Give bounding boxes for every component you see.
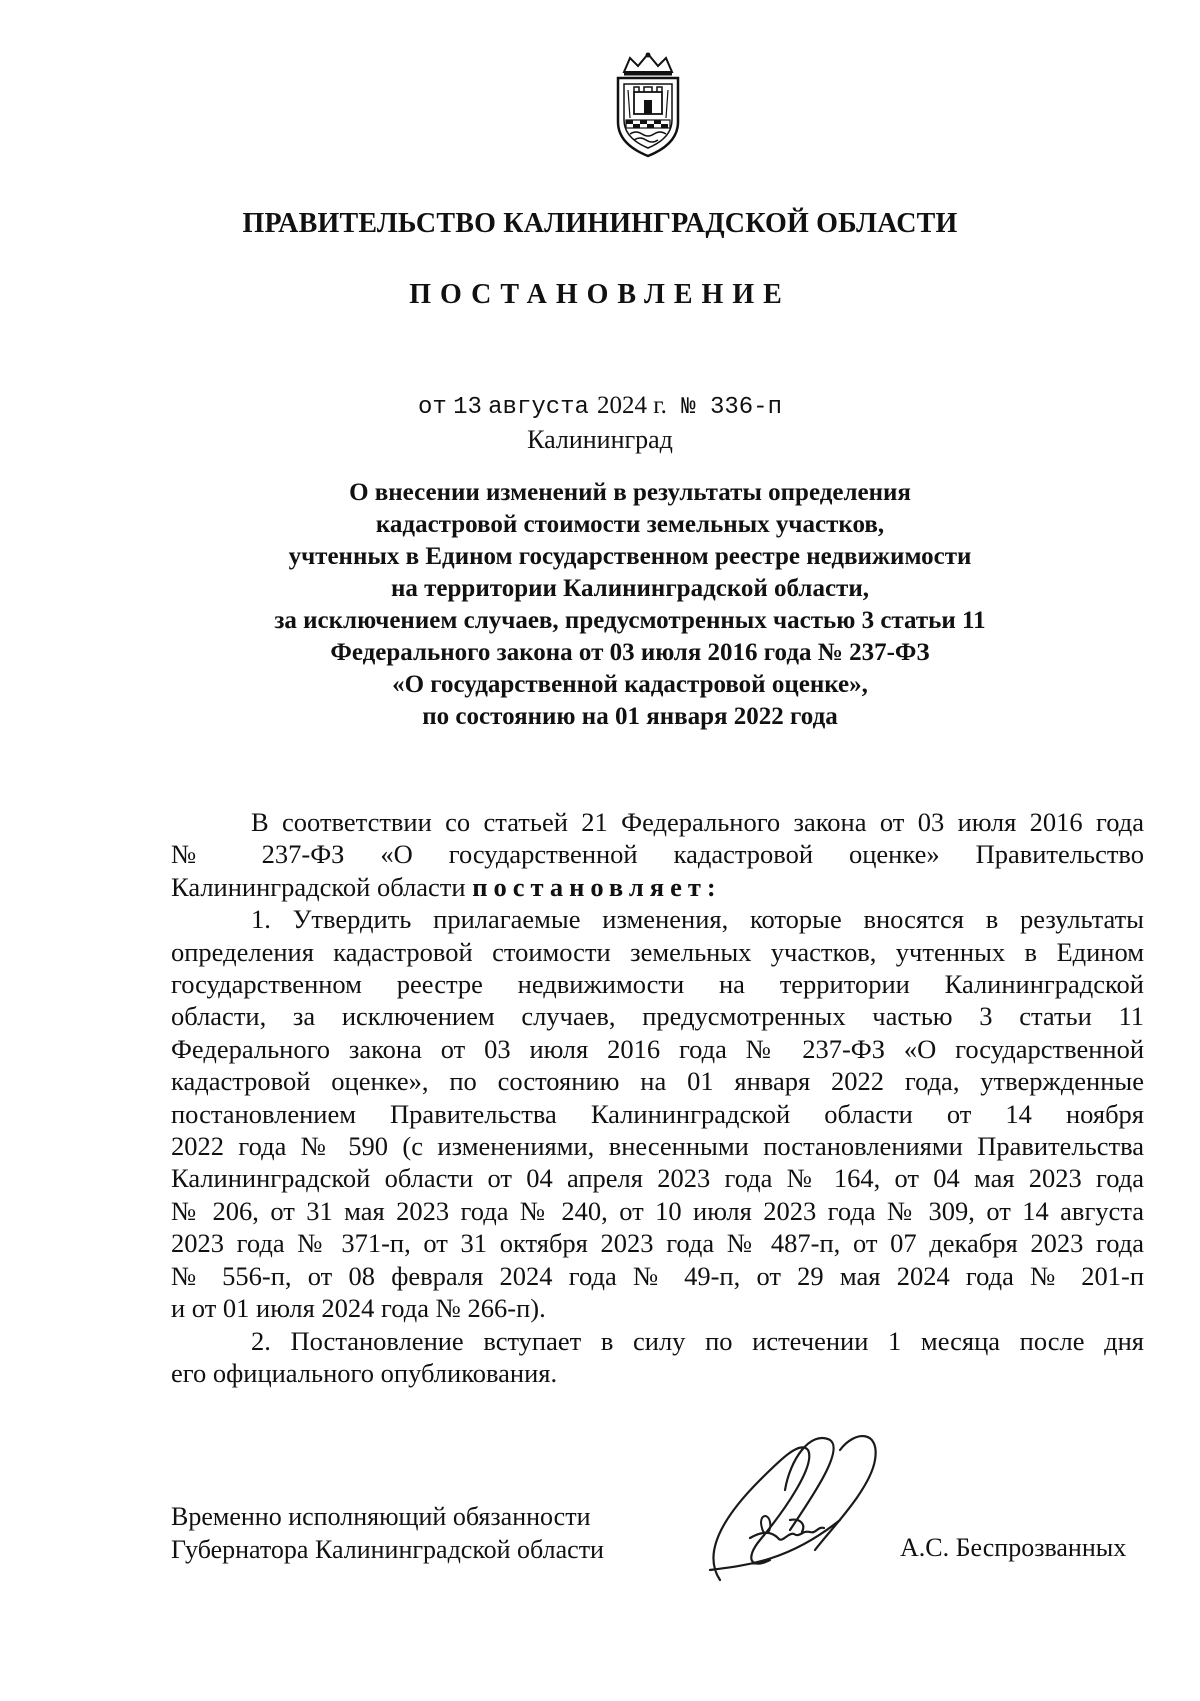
document-number: № 336-п: [681, 394, 782, 421]
subject-line: по состоянию на 01 января 2022 года: [422, 703, 838, 730]
signer-name: А.С. Беспрозванных: [900, 1533, 1127, 1562]
handwritten-signature-icon: [690, 1420, 940, 1595]
item1-line: № 556-п, от 08 февраля 2024 года № 49-п, от 29 мая 2024 года № 201-п: [171, 1260, 1144, 1291]
signer-position-line: Губернатора Калининградской области: [171, 1535, 604, 1564]
subject-line: за исключением случаев, предусмотренных частью 3 статьи 11: [274, 607, 986, 634]
item1-line: 1. Утвердить прилагаемые изменения, которые вносятся в результаты: [251, 904, 1144, 935]
item2-line: его официального опубликования.: [171, 1357, 558, 1388]
subject-line: О внесении изменений в результаты определения: [349, 479, 911, 506]
document-type-title: ПОСТАНОВЛЕНИЕ: [409, 279, 791, 310]
item1-line: области, за исключением случаев, предусмотренных частью 3 статьи 11: [171, 1001, 1144, 1032]
decision-word: постановляет:: [472, 871, 722, 902]
preamble-line: В соответствии со статьей 21 Федерального закона от 03 июля 2016 года: [251, 807, 1144, 837]
kaliningrad-coat-of-arms-icon: [610, 52, 686, 158]
preamble-line: [171, 871, 1144, 903]
item1-line: государственном реестре недвижимости на территории Калининградской: [171, 969, 1144, 1000]
date-prefix: от: [418, 394, 447, 421]
item1-line: Калининградской области от 04 апреля 2023 года № 164, от 04 мая 2023 года: [171, 1163, 1144, 1194]
item1-line: и от 01 июля 2024 года № 266-п).: [171, 1293, 546, 1324]
subject-line: на территории Калининградской области,: [391, 575, 869, 602]
item1-line: определения кадастровой стоимости земельных участков, учтенных в Едином: [171, 936, 1144, 967]
signer-position-line: Временно исполняющий обязанности: [171, 1502, 591, 1531]
signer-position: [171, 1500, 604, 1566]
subject-line: «О государственной кадастровой оценке»,: [392, 671, 868, 698]
item1-line: постановлением Правительства Калининградской области от 14 ноября: [171, 1098, 1144, 1129]
document-body: [171, 806, 1144, 1389]
subject-line: учтенных в Едином государственном реестре недвижимости: [288, 543, 972, 570]
document-subject: [200, 477, 1060, 733]
preamble-line-text: Калининградской области: [171, 871, 466, 902]
item2-line: 2. Постановление вступает в силу по истечении 1 месяца после дня: [251, 1325, 1144, 1356]
item1-line: 2022 года № 590 (с изменениями, внесенными постановлениями Правительства: [171, 1131, 1144, 1162]
preamble-line: № 237-ФЗ «О государственной кадастровой оценке» Правительство: [171, 839, 1144, 870]
date-month: августа: [488, 394, 589, 421]
date-year: 2024 г.: [596, 392, 667, 419]
document-date-number: [0, 392, 1200, 421]
item1-line: Федерального закона от 03 июля 2016 года № 237-ФЗ «О государственной: [171, 1033, 1144, 1064]
item1-line: № 206, от 31 мая 2023 года № 240, от 10 июля 2023 года № 309, от 14 августа: [171, 1195, 1144, 1226]
date-day: 13: [453, 394, 482, 421]
subject-line: Федерального закона от 03 июля 2016 года № 237-ФЗ: [330, 639, 930, 666]
document-city: Калининград: [527, 425, 673, 454]
government-title: ПРАВИТЕЛЬСТВО КАЛИНИНГРАДСКОЙ ОБЛАСТИ: [242, 208, 958, 239]
item1-line: кадастровой оценке», по состоянию на 01 января 2022 года, утвержденные: [171, 1066, 1144, 1097]
item1-line: 2023 года № 371-п, от 31 октября 2023 года № 487-п, от 07 декабря 2023 года: [171, 1228, 1144, 1259]
subject-line: кадастровой стоимости земельных участков,: [375, 511, 885, 538]
